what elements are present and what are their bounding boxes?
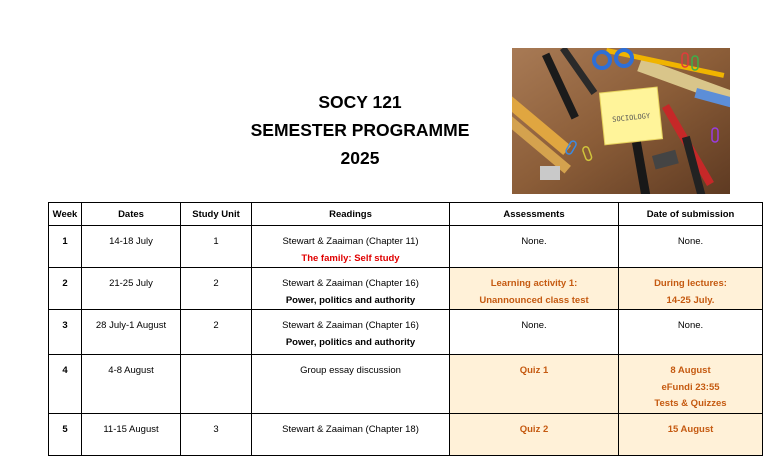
assessment-text: None.: [521, 236, 547, 247]
col-header-readings: Readings: [252, 203, 450, 226]
assessment-text: None.: [521, 320, 547, 331]
reading-text: Stewart & Zaaiman (Chapter 18): [282, 423, 419, 435]
stationery-photo-illustration: [512, 48, 730, 194]
reading-text: Stewart & Zaaiman (Chapter 16): [282, 278, 419, 289]
submission-cell: [619, 310, 763, 355]
reading-text: Stewart & Zaaiman (Chapter 11): [282, 236, 419, 247]
table-row: [49, 268, 763, 310]
table-row: [49, 310, 763, 355]
table-header-row: [49, 203, 763, 226]
col-header-study-unit: Study Unit: [181, 203, 252, 226]
programme-title: SEMESTER PROGRAMME: [250, 120, 470, 140]
submission-text: Tests & Quizzes: [654, 398, 727, 409]
assessment-cell: [450, 413, 619, 455]
reading-text: Stewart & Zaaiman (Chapter 16): [282, 320, 419, 331]
reading-subtitle: Power, politics and authority: [285, 336, 416, 348]
dates-cell: 4-8 August: [82, 355, 181, 414]
submission-cell: [619, 226, 763, 268]
document-title: [200, 88, 520, 172]
submission-text: 15 August: [667, 423, 714, 435]
submission-text: During lectures:: [654, 278, 727, 289]
col-header-dates: Dates: [82, 203, 181, 226]
submission-cell: [619, 355, 763, 414]
col-header-date-of-submission: Date of submission: [619, 203, 763, 226]
year: 2025: [340, 148, 380, 168]
week-cell: 4: [49, 355, 82, 414]
readings-cell: [252, 413, 450, 455]
readings-cell: [252, 310, 450, 355]
submission-cell: [619, 413, 763, 455]
readings-cell: [252, 226, 450, 268]
week-cell: 1: [49, 226, 82, 268]
col-header-assessments: Assessments: [450, 203, 619, 226]
dates-cell: 21-25 July: [82, 268, 181, 310]
assessment-text: Quiz 2: [519, 423, 549, 435]
semester-programme-table: [48, 202, 763, 456]
reading-subtitle: The family: Self study: [301, 252, 400, 264]
submission-cell: [619, 268, 763, 310]
assessment-text: Learning activity 1:: [490, 278, 578, 289]
study-unit-cell: 2: [181, 310, 252, 355]
submission-text: None.: [677, 236, 704, 247]
readings-cell: [252, 268, 450, 310]
dates-cell: 11-15 August: [82, 413, 181, 455]
assessment-text: Unannounced class test: [479, 294, 589, 306]
stationery-photo: [512, 48, 730, 194]
submission-text: 8 August: [670, 365, 711, 376]
reading-subtitle: Power, politics and authority: [285, 294, 416, 306]
submission-text: 14-25 July.: [666, 294, 715, 306]
table-row: [49, 355, 763, 414]
study-unit-cell: 1: [181, 226, 252, 268]
sticky-note-text: SOCIOLOGY: [611, 111, 651, 124]
table-row: [49, 413, 763, 455]
study-unit-cell: [181, 355, 252, 414]
assessment-cell: [450, 268, 619, 310]
assessment-text: Quiz 1: [519, 365, 549, 376]
assessment-cell: [450, 355, 619, 414]
course-code: SOCY 121: [318, 92, 402, 112]
dates-cell: 28 July-1 August: [82, 310, 181, 355]
submission-text: eFundi 23:55: [661, 381, 720, 393]
assessment-cell: [450, 226, 619, 268]
assessment-cell: [450, 310, 619, 355]
table-row: [49, 226, 763, 268]
dates-cell: 14-18 July: [82, 226, 181, 268]
readings-cell: [252, 355, 450, 414]
week-cell: 2: [49, 268, 82, 310]
col-header-week: Week: [49, 203, 82, 226]
week-cell: 3: [49, 310, 82, 355]
submission-text: None.: [677, 320, 704, 331]
study-unit-cell: 2: [181, 268, 252, 310]
reading-text: Group essay discussion: [300, 365, 401, 376]
week-cell: 5: [49, 413, 82, 455]
study-unit-cell: 3: [181, 413, 252, 455]
